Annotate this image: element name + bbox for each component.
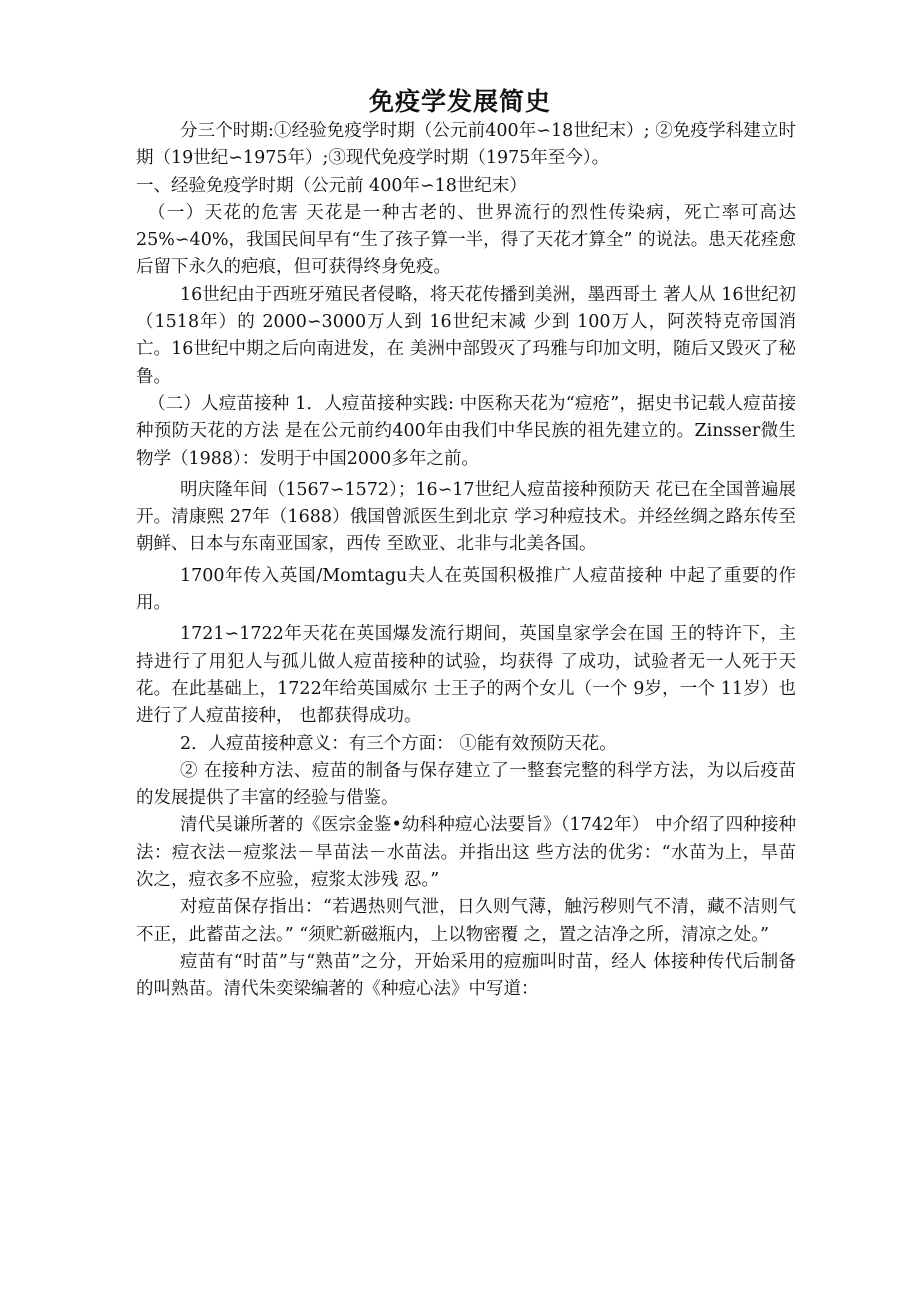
paragraph-england-trial: 1721∽1722年天花在英国爆发流行期间，英国皇家学会在国 王的特许下，主持进行了用犯人与孤儿做人痘苗接种的试验，均获得 了成功，试验者无一人死于天花。在此基础上，1722年给英国威尔 士王子的两个女儿（一个 9岁，一个 11岁）也进行了人痘苗接种， 也都获得成功。 xyxy=(136,624,796,727)
paragraph-wu-qian-methods: 清代吴谦所著的《医宗金鉴•幼科种痘心法要旨》（1742年） 中介绍了四种接种法：痘衣法－痘浆法－旱苗法－水苗法。并指出这 些方法的优劣：“水苗为上，旱苗次之，痘衣多不应验，痘浆太涉残 忍。” xyxy=(136,815,796,891)
section-heading-empirical-period: 一、经验免疫学时期（公元前 400年∽18世纪末） xyxy=(136,175,527,196)
paragraph-shimiao-shumiao: 痘苗有“时苗”与“熟苗”之分，开始采用的痘痂叫时苗，经人 体接种传代后制备的叫熟苗。清代朱奕梁编著的《种痘心法》中写道： xyxy=(136,951,796,1000)
paragraph-variolation-significance: 2．人痘苗接种意义：有三个方面： ①能有效预防天花。 xyxy=(180,733,617,754)
paragraph-england-1700: 1700年传入英国/Momtagu夫人在英国积极推广人痘苗接种 中起了重要的作用。 xyxy=(136,565,796,614)
document-body xyxy=(136,118,796,1004)
paragraph-variolation-practice: （二）人痘苗接种 1．人痘苗接种实践: 中医称天花为“痘疮”，据史书记载人痘苗接种预防天花的方法 是在公元前约400年由我们中华民族的祖先建立的。Zinsser微生 物学（1988）：发明于中国2000多年之前。 xyxy=(136,393,796,469)
document-title: 免疫学发展简史 xyxy=(368,87,551,116)
paragraph-smallpox-harm: （一）天花的危害 天花是一种古老的、世界流行的烈性传染病，死亡率可高达 25%∽40%，我国民间早有“生了孩子算一半，得了天花才算全” 的说法。患天花痊愈后留下永久的疤痕，但可获得终身免疫。 xyxy=(136,202,796,278)
paragraph-storage-notes: 对痘苗保存指出：“若遇热则气泄，日久则气薄，触污秽则气不清，藏不洁则气不正，此蓄苗之法。” “须贮新磁瓶内，上以物密覆 之，置之洁净之所，清凉之处。” xyxy=(136,897,796,945)
paragraph-smallpox-americas: 16世纪由于西班牙殖民者侵略，将天花传播到美洲，墨西哥土 著人从 16世纪初（1518年）的 2000∽3000万人到 16世纪末减 少到 100万人，阿茨特克帝国消亡。16世纪中期之后向南进发，在 美洲中部毁灭了玛雅与印加文明，随后又毁灭了秘鲁。 xyxy=(136,284,796,387)
paragraph-ming-qing-spread: 明庆隆年间（1567∽1572）；16∽17世纪人痘苗接种预防天 花已在全国普遍展开。清康熙 27年（1688）俄国曾派医生到北京 学习种痘技术。并经丝绸之路东传至朝鲜、日本与东南亚国家，西传 至欧亚、北非与北美各国。 xyxy=(136,479,796,555)
paragraph-intro-periods: 分三个时期:①经验免疫学时期（公元前400年∽18世纪末）; ②免疫学科建立时期（19世纪∽1975年）;③现代免疫学时期（1975年至今）。 xyxy=(136,121,796,169)
paragraph-method-system: ② 在接种方法、痘苗的制备与保存建立了一整套完整的科学方法，为以后疫苗的发展提供了丰富的经验与借鉴。 xyxy=(136,760,796,809)
